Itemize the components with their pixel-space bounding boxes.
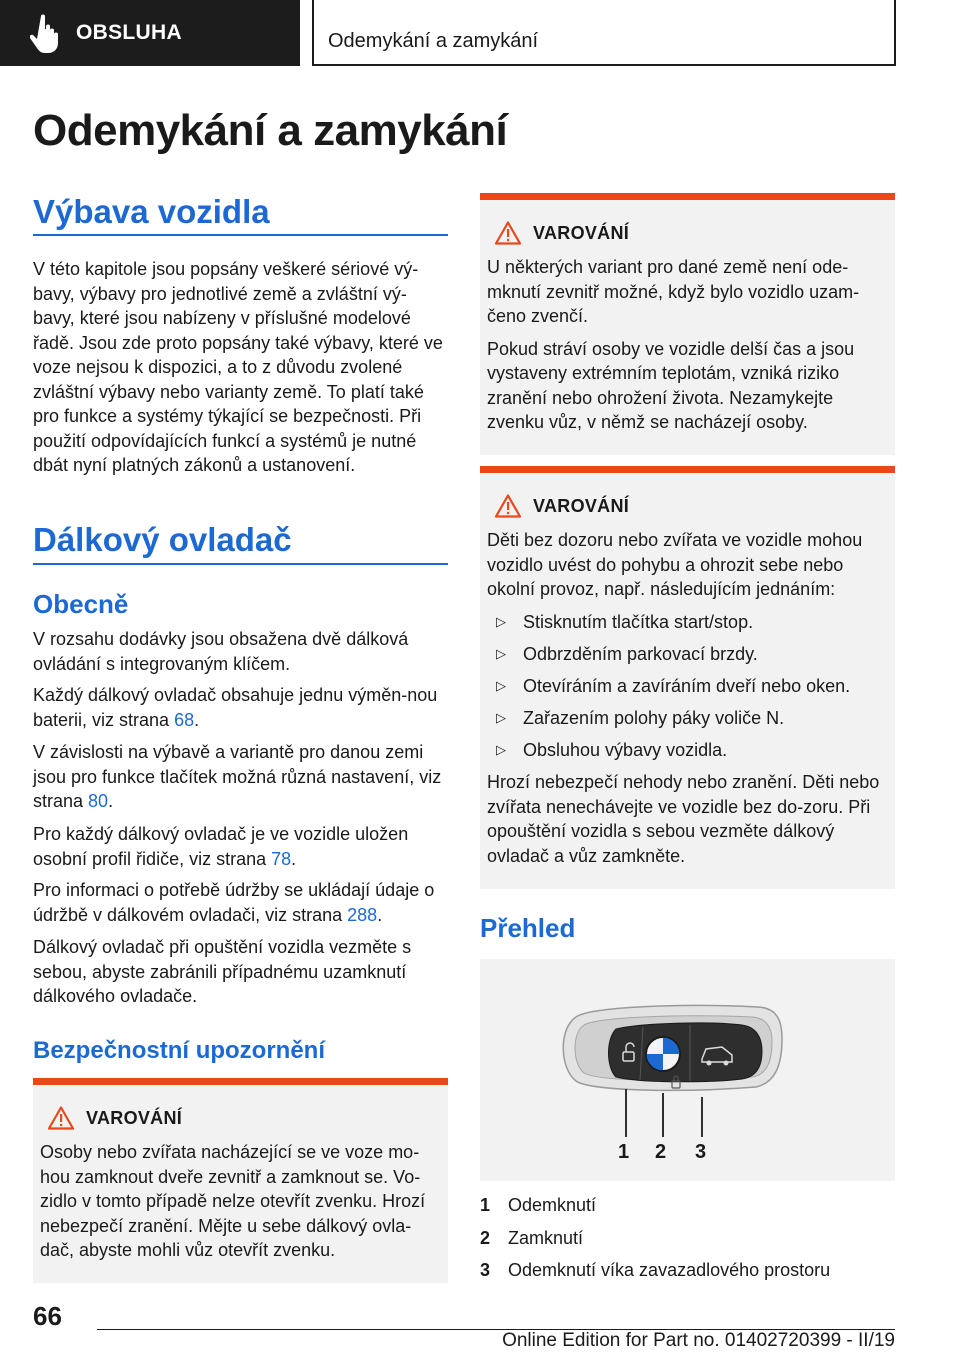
- list-item: [487, 674, 887, 699]
- vybava-paragraph: V této kapitole jsou popsány veškeré sériové vý-bavy, výbavy pro jednotlivé země a zvláštní vý-bavy, které jsou nabízeny v příslušné modelové řadě. Jsou zde proto popsány také výbavy, které ve voze nejsou k dispozici, a to z důvodu zvolené zvláštní výbavy nebo varianty země. To platí také pro funkce a systémy týkající se bezpečnosti. Při použití odpovídajících funkcí a systémů je nutné dbát nyní platných zákonů a ustanovení.: [33, 259, 443, 475]
- warning-header: [40, 1105, 440, 1131]
- period: .: [291, 848, 297, 869]
- page-title: Odemykání a zamykání: [33, 106, 508, 155]
- obecne-p4: [33, 822, 448, 871]
- warning-header: [487, 493, 887, 519]
- page-link-288[interactable]: 288: [347, 904, 378, 925]
- page-link-80[interactable]: 80: [88, 791, 109, 811]
- chapter-header: [312, 0, 896, 66]
- remote-key-figure: [480, 959, 895, 1181]
- warning-2-list: [487, 610, 887, 763]
- warning-1-p1: U některých variant pro dané země není ode-mknutí zevnitř možné, když bylo vozidlo uzam-čeno zvenčí.: [487, 257, 860, 326]
- warning-text: Osoby nebo zvířata nacházející se ve voze mo-hou zamknout dveře zevnitř a zamknout se. Vo-zidlo v tomto případě nelze otevřít zvenku. Hrozí nebezpečí zranění. Mějte u sebe dálkový ovla-dač, abyste mohli vůz otevřít zvenku.: [40, 1142, 426, 1260]
- triangle-bullet-icon: ▷: [496, 645, 506, 661]
- obecne-p6: Dálkový ovladač při opuštění vozidla vezměte s sebou, abyste zabránili případnému uzamknutí dálkového ovladače.: [33, 937, 412, 1006]
- obecne-p5: [33, 878, 448, 927]
- triangle-bullet-icon: ▷: [496, 709, 506, 725]
- triangle-bullet-icon: ▷: [496, 613, 506, 629]
- heading-vybava-vozidla: Výbava vozidla: [33, 193, 270, 230]
- legend-label: Zamknutí: [508, 1227, 584, 1248]
- footer-edition: Online Edition for Part no. 01402720399 - II/19: [502, 1330, 895, 1351]
- obecne-p4-text: Pro každý dálkový ovladač je ve vozidle uložen osobní profil řidiče, viz strana: [33, 824, 409, 869]
- heading-rule: [33, 563, 448, 565]
- figure-legend: [480, 1195, 895, 1293]
- legend-item: [480, 1195, 895, 1228]
- heading-dalkovy-ovladac: Dálkový ovladač: [33, 521, 292, 558]
- chapter-label: Odemykání a zamykání: [328, 30, 539, 52]
- section-tab: [0, 0, 300, 66]
- warning-triangle-icon: [495, 221, 521, 245]
- section-label: OBSLUHA: [76, 21, 182, 44]
- warning-box-1: [480, 193, 895, 455]
- obecne-p2-text: Každý dálkový ovladač obsahuje jednu výměn-nou baterii, viz strana: [33, 685, 438, 730]
- period: .: [194, 709, 200, 730]
- warning-box-left: [33, 1078, 448, 1283]
- list-item-text: Odbrzděním parkovací brzdy.: [523, 643, 758, 664]
- heading-bezpecnostni-upozorneni: Bezpečnostní upozornění: [33, 1037, 326, 1064]
- list-item: [487, 706, 887, 731]
- legend-number: 1: [480, 1195, 491, 1215]
- period: .: [377, 904, 383, 925]
- callout-1: 1: [618, 1141, 630, 1163]
- list-item-text: Obsluhou výbavy vozidla.: [523, 739, 728, 760]
- legend-item: [480, 1228, 895, 1261]
- warning-title: VAROVÁNÍ: [533, 495, 630, 516]
- warning-title: VAROVÁNÍ: [533, 222, 630, 243]
- warning-header: [487, 220, 887, 246]
- page-number: 66: [33, 1301, 62, 1331]
- legend-label: Odemknutí: [508, 1195, 597, 1215]
- obecne-p3: [33, 740, 448, 814]
- callout-3: 3: [695, 1141, 707, 1163]
- list-item: [487, 642, 887, 667]
- warning-triangle-icon: [495, 494, 521, 518]
- triangle-bullet-icon: ▷: [496, 741, 506, 757]
- obecne-p3-text: V závislosti na výbavě a variantě pro danou zemi jsou pro funkce tlačítek možná různá nastavení, viz strana: [33, 742, 442, 811]
- legend-item: [480, 1260, 895, 1293]
- callout-2: 2: [655, 1141, 667, 1163]
- warning-2-intro: Děti bez dozoru nebo zvířata ve vozidle mohou vozidlo uvést do pohybu a ohrozit sebe nebo okolní provoz, např. následujícím jednáním:: [487, 530, 863, 599]
- list-item: [487, 610, 887, 635]
- hand-pointer-icon: [30, 13, 64, 53]
- obecne-p2: [33, 683, 448, 732]
- heading-rule: [33, 234, 448, 236]
- page-link-78[interactable]: 78: [271, 848, 292, 869]
- legend-number: 3: [480, 1260, 491, 1280]
- page-link-68[interactable]: 68: [174, 709, 195, 730]
- list-item-text: Zařazením polohy páky voliče N.: [523, 707, 785, 728]
- remote-key-illustration: [480, 959, 895, 1181]
- triangle-bullet-icon: ▷: [496, 677, 506, 693]
- heading-obecne: Obecně: [33, 589, 129, 619]
- legend-number: 2: [480, 1227, 491, 1248]
- list-item: [487, 738, 887, 763]
- legend-label: Odemknutí víka zavazadlového prostoru: [508, 1260, 831, 1280]
- warning-2-outro: Hrozí nebezpečí nehody nebo zranění. Děti nebo zvířata nenechávejte ve vozidle bez do-zoru. Při opouštění vozidla s sebou vezměte dálkový ovladač a vůz zamkněte.: [487, 772, 880, 866]
- period: .: [108, 791, 114, 811]
- list-item-text: Otevíráním a zavíráním dveří nebo oken.: [523, 675, 851, 696]
- heading-prehled: Přehled: [480, 913, 576, 943]
- warning-title: VAROVÁNÍ: [86, 1107, 183, 1128]
- obecne-p1: V rozsahu dodávky jsou obsažena dvě dálková ovládání s integrovaným klíčem.: [33, 629, 409, 674]
- list-item-text: Stisknutím tlačítka start/stop.: [523, 611, 754, 632]
- warning-triangle-icon: [48, 1106, 74, 1130]
- warning-box-2: [480, 466, 895, 889]
- warning-1-p2: Pokud stráví osoby ve vozidle delší čas a jsou vystaveny extrémním teplotám, vzniká riziko zranění nebo ohrožení života. Nezamykejte zvenku vůz, v němž se nacházejí osoby.: [487, 338, 855, 432]
- obecne-p5-text: Pro informaci o potřebě údržby se ukládají údaje o údržbě v dálkovém ovladači, viz strana: [33, 880, 435, 925]
